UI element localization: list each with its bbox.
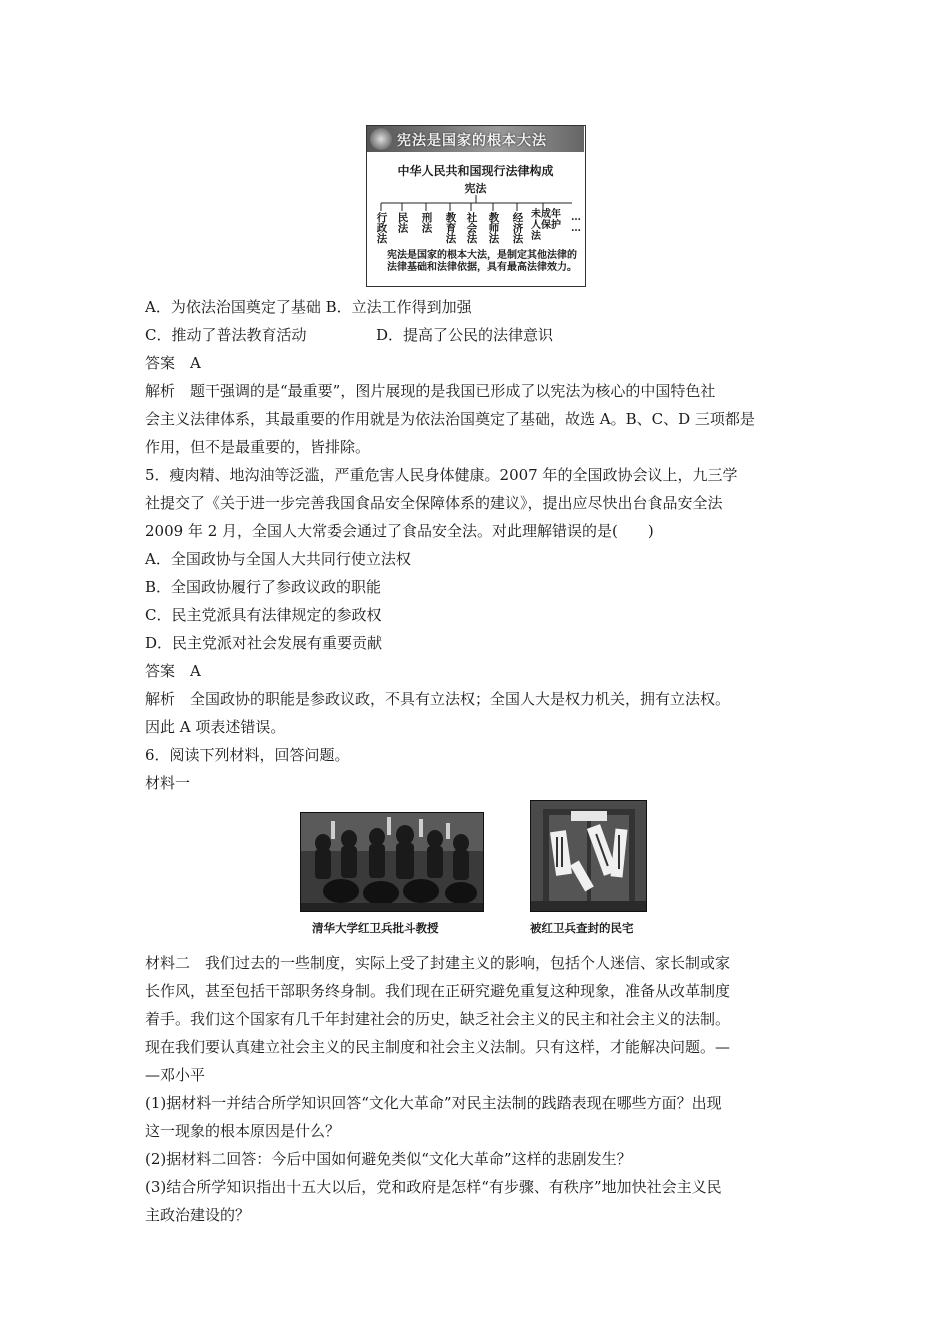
material1-label: 材料一 <box>145 774 191 792</box>
q4-analysis-line: 作用，但不是最重要的，皆排除。 <box>145 438 371 456</box>
branch-minor-protection-law: 未成年人保护法 <box>531 209 561 242</box>
branch-education-law: 教育法 <box>444 212 457 244</box>
banner-text: 宪法是国家的根本大法 <box>397 133 547 149</box>
branch-teacher-law: 教师法 <box>487 212 500 244</box>
question-line: 主政治建设的？ <box>145 1206 251 1224</box>
sealed-house-photo <box>530 800 647 912</box>
q4-analysis-line: 解析 题干强调的是“最重要”，图片展现的是我国已形成了以宪法为核心的中国特色社 <box>145 382 716 400</box>
figure-note: 宪法是国家的根本大法，是制定其他法律的法律基础和法律依据，具有最高法律效力。 <box>387 250 577 273</box>
law-structure-figure <box>366 125 586 287</box>
q4-analysis-line: 会主义法律体系，其最重要的作用就是为依法治国奠定了基础，故选 A。B、C、D 三项都是 <box>145 410 755 428</box>
branch-ellipsis: …… <box>570 212 582 234</box>
branch-economic-law: 经济法 <box>511 212 524 244</box>
question-line: (1)据材料一并结合所学知识回答“文化大革命”对民主法制的践踏表现在哪些方面？出现 <box>145 1094 722 1112</box>
material2-line: 现在我们要认真建立社会主义的民主制度和社会主义法制。只有这样，才能解决问题。— <box>145 1038 731 1056</box>
branch-civil-law: 民法 <box>396 212 409 233</box>
material2-line: —邓小平 <box>145 1066 206 1084</box>
branch-administrative-law: 行政法 <box>375 212 388 244</box>
q5-option-b: B．全国政协履行了参政议政的职能 <box>145 578 382 596</box>
q5-answer: 答案 A <box>145 662 201 680</box>
tree-connectors <box>367 126 584 216</box>
material2-line: 长作风，甚至包括干部职务终身制。我们现在正研究避免重复这种现象，准备从改革制度 <box>145 982 731 1000</box>
q5-option-d: D．民主党派对社会发展有重要贡献 <box>145 634 383 652</box>
q5-option-c: C．民主党派具有法律规定的参政权 <box>145 606 382 624</box>
figure-root-node: 宪法 <box>464 182 487 195</box>
figure-title: 中华人民共和国现行法律构成 <box>397 164 554 178</box>
q4-answer: 答案 A <box>145 354 201 372</box>
q5-option-a: A．全国政协与全国人大共同行使立法权 <box>145 550 411 568</box>
branch-criminal-law: 刑法 <box>420 212 433 233</box>
q4-option-ab: A．为依法治国奠定了基础 B．立法工作得到加强 <box>145 298 472 316</box>
material2-line: 着手。我们这个国家有几千年封建社会的历史，缺乏社会主义的民主和社会主义的法制。 <box>145 1010 731 1028</box>
q5-stem-line: 社提交了《关于进一步完善我国食品安全保障体系的建议》，提出应尽快出台食品安全法 <box>145 494 723 512</box>
q4-option-c: C．推动了普法教育活动 <box>145 326 307 344</box>
photo2-caption: 被红卫兵查封的民宅 <box>530 921 634 935</box>
photo1-caption: 清华大学红卫兵批斗教授 <box>312 921 439 935</box>
q6-stem: 6．阅读下列材料，回答问题。 <box>145 746 350 764</box>
red-guard-rally-photo <box>300 812 484 912</box>
q5-stem-line: 5．瘦肉精、地沟油等泛滥，严重危害人民身体健康。2007 年的全国政协会议上，九三学 <box>145 466 738 484</box>
question-line: 这一现象的根本原因是什么？ <box>145 1122 341 1140</box>
q5-stem-line: 2009 年 2 月，全国人大常委会通过了食品安全法。对此理解错误的是( ) <box>145 522 654 540</box>
q5-analysis-line: 因此 A 项表述错误。 <box>145 718 286 736</box>
material2-line: 材料二 我们过去的一些制度，实际上受了封建主义的影响，包括个人迷信、家长制或家 <box>145 954 731 972</box>
question-line: (2)据材料二回答：今后中国如何避免类似“文化大革命”这样的悲剧发生？ <box>145 1150 632 1168</box>
question-line: (3)结合所学知识指出十五大以后，党和政府是怎样“有步骤、有秩序”地加快社会主义民 <box>145 1178 722 1196</box>
branch-social-law: 社会法 <box>465 212 478 244</box>
q4-option-d: D．提高了公民的法律意识 <box>376 326 554 344</box>
q5-analysis-line: 解析 全国政协的职能是参政议政，不具有立法权；全国人大是权力机关，拥有立法权。 <box>145 690 731 708</box>
